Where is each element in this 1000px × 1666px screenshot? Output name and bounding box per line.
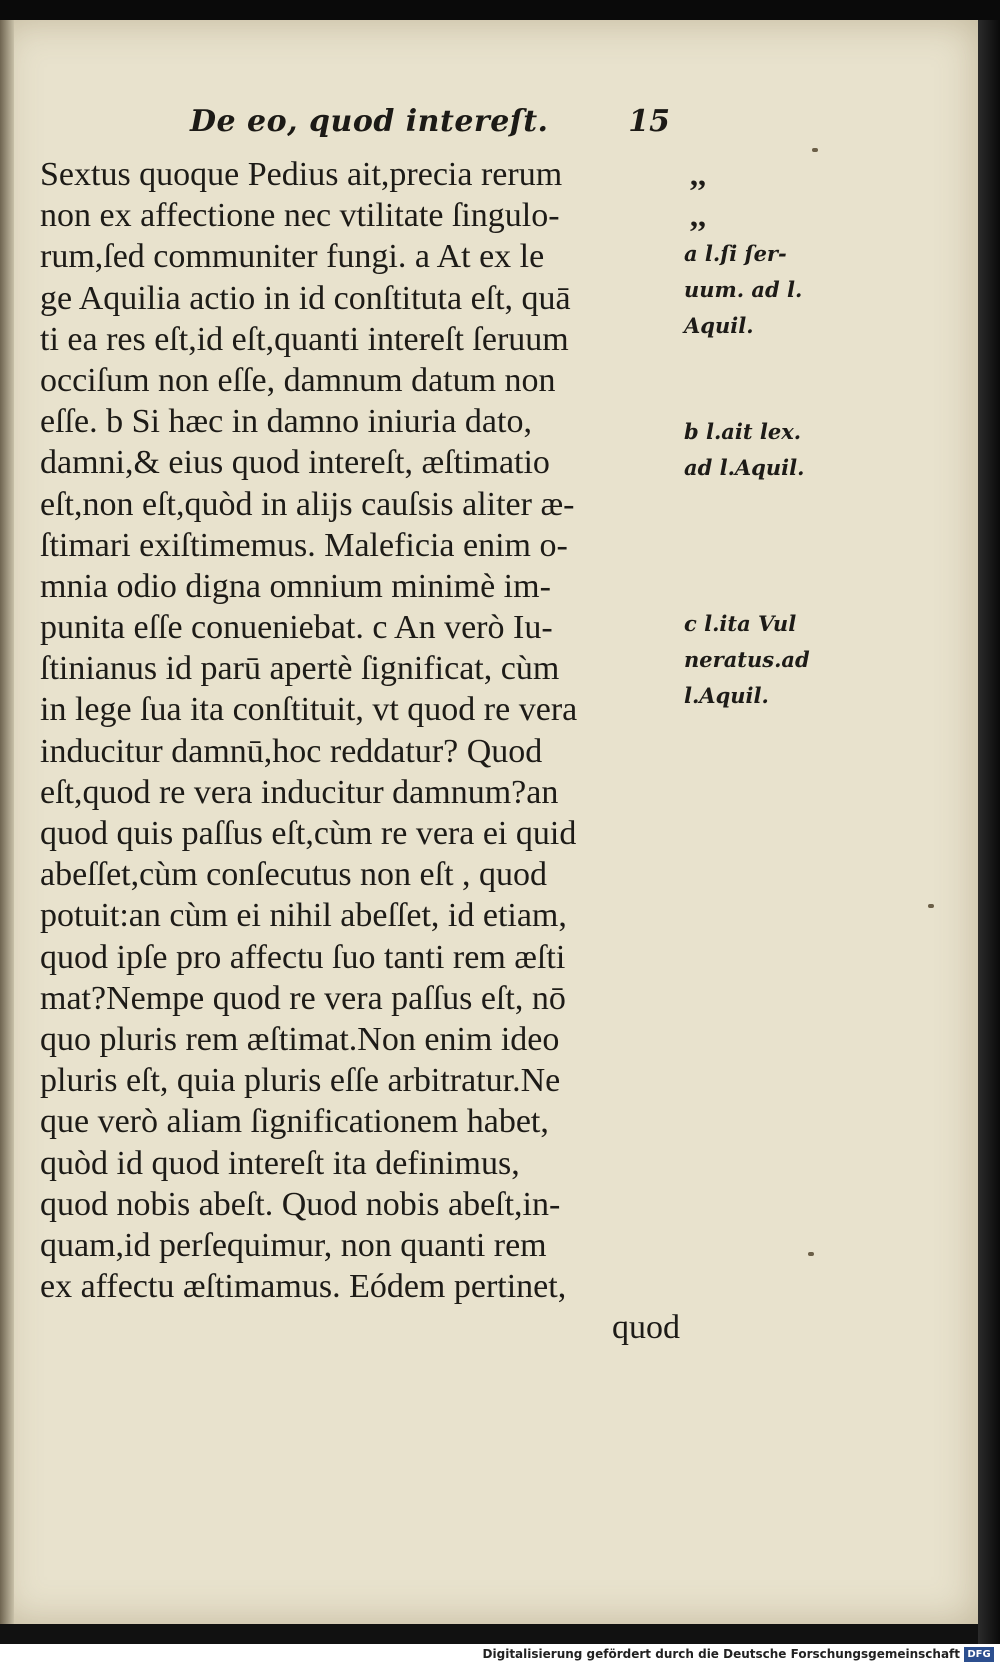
ink-speck [812, 148, 818, 152]
text-line: eſt,quod re vera inducitur damnum?an [40, 773, 559, 811]
text-line: abeſſet,cùm conſecutus non eſt , quod [40, 856, 548, 894]
marginal-note-line: uum. ad l. [684, 277, 803, 302]
quotation-mark: ,, [690, 197, 706, 234]
text-line: non ex affectione nec vtilitate ſingulo- ,, [40, 195, 680, 236]
ink-speck [928, 904, 934, 908]
catchword: quod [612, 1309, 680, 1347]
text-line: ex affectu æſtimamus. Eódem pertinet, [40, 1268, 567, 1306]
text-line: damni,& eius quod intereſt, æſtimatio [40, 444, 550, 482]
text-line: eſt,non eſt,quòd in alijs cauſsis aliter æ- [40, 485, 575, 523]
text-line: pluris eſt, quia pluris eſſe arbitratur.Ne [40, 1062, 561, 1100]
text-line: quo pluris rem æſtimat.Non enim ideo [40, 1020, 560, 1058]
marginal-note-c [684, 606, 834, 714]
marginal-note-line: ad l.Aquil. [684, 455, 805, 480]
text-line: quod quis paſſus eſt,cùm re vera ei quid [40, 815, 577, 852]
text-line: quod nobis abeſt. Quod nobis abeſt,in- [40, 1185, 561, 1223]
text-line: eſſe. b Si hæc in damno iniuria dato, [40, 403, 532, 441]
marginal-note-a [684, 236, 834, 344]
main-text-block [40, 154, 706, 1348]
scan-bottom-border [0, 1624, 978, 1644]
text-line: quam,id perſequimur, non quanti rem [40, 1226, 547, 1264]
running-title: De eo, quod intereſt. [190, 104, 549, 139]
page-number: 15 [628, 104, 670, 139]
text-line: quòd id quod intereſt ita definimus, [40, 1144, 520, 1182]
ink-speck [808, 1252, 814, 1256]
digitization-credit: Digitalisierung gefördert durch die Deutsche Forschungsgemeinschaft [482, 1647, 960, 1661]
text-line: potuit:an cùm ei nihil abeſſet, id etiam, [40, 897, 567, 935]
text-line: mat?Nempe quod re vera paſſus eſt, nō [40, 979, 566, 1017]
footer-bar [0, 1644, 1000, 1666]
marginal-note-line: a l.ſi ſer- [684, 241, 787, 266]
marginal-note-line: b l.ait lex. [684, 419, 802, 444]
text-line: ge Aquilia actio in id conſtituta eſt, quā [40, 279, 571, 317]
text-line: inducitur damnū,hoc reddatur? Quod [40, 732, 543, 770]
text-line: que verò aliam ſignificationem habet, [40, 1103, 549, 1141]
text-line: punita eſſe conueniebat. c An verò Iu- [40, 609, 553, 647]
marginal-note-b [684, 414, 834, 486]
scan-right-border [978, 20, 1000, 1644]
marginal-note-line: neratus.ad [684, 647, 810, 672]
marginal-note-line: l.Aquil. [684, 683, 769, 708]
text-line: ſtimari exiſtimemus. Maleficia enim o- [40, 526, 568, 564]
dfg-logo: DFG [964, 1647, 994, 1662]
text-line: in lege ſua ita conſtituit, vt quod re vera [40, 691, 578, 729]
marginal-note-line: Aquil. [684, 313, 754, 338]
text-line: occiſum non eſſe, damnum datum non [40, 361, 556, 399]
text-line: rum,ſed communiter fungi. a At ex le [40, 238, 545, 276]
running-head [190, 96, 670, 146]
quotation-mark: ,, [690, 156, 706, 192]
scan-top-border [0, 0, 1000, 20]
text-line: mnia odio digna omnium minimè im- [40, 567, 551, 605]
text-line: quod ipſe pro affectu ſuo tanti rem æſti [40, 938, 566, 976]
marginal-note-line: c l.ita Vul [684, 611, 797, 636]
text-line: Sextus quoque Pedius ait,precia rerum ,, [40, 154, 680, 195]
text-line: ſtinianus id parū apertè ſignificat, cùm [40, 650, 560, 688]
text-line: ti ea res eſt,id eſt,quanti intereſt ſeruum [40, 320, 569, 358]
